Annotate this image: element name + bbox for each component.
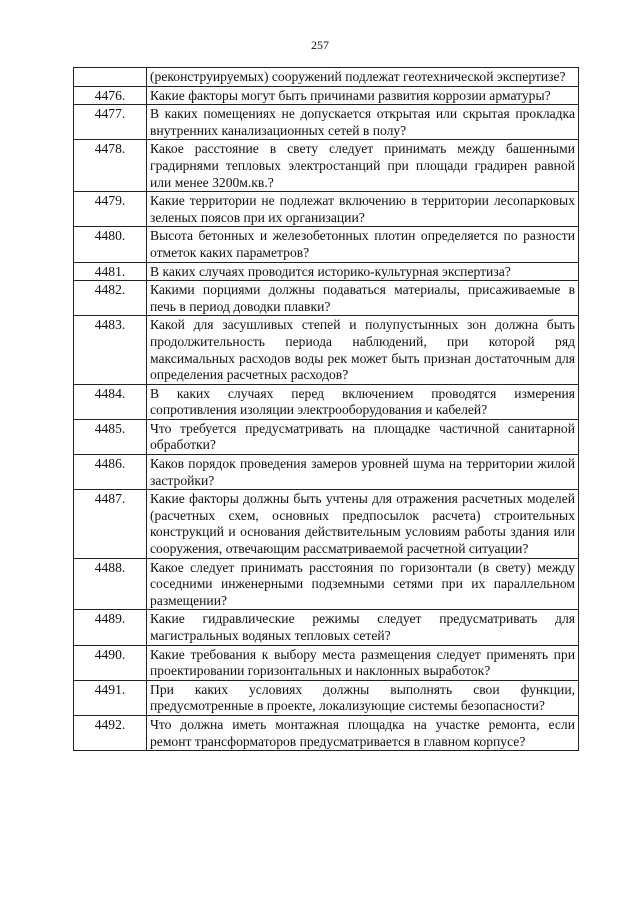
question-number: 4487.: [74, 490, 147, 558]
table-row: [74, 384, 579, 419]
question-number: 4491.: [74, 680, 147, 715]
question-text: Высота бетонных и железобетонных плотин определяется по разности отметок каких параметров?: [147, 227, 579, 262]
table-row: [74, 262, 579, 281]
question-number: 4482.: [74, 281, 147, 316]
question-number: 4485.: [74, 419, 147, 454]
question-text: Какие гидравлические режимы следует предусматривать для магистральных водяных тепловых сетей?: [147, 610, 579, 645]
table-row: [74, 419, 579, 454]
question-number: 4483.: [74, 316, 147, 384]
table-row: [74, 192, 579, 227]
table-row: [74, 140, 579, 192]
question-number: 4481.: [74, 262, 147, 281]
question-text: Какие факторы могут быть причинами развития коррозии арматуры?: [147, 86, 579, 105]
table-row: [74, 455, 579, 490]
question-number: 4492.: [74, 715, 147, 750]
question-number: [74, 68, 147, 87]
question-text: Какое следует принимать расстояния по горизонтали (в свету) между соседними инженерными подземными сетями при их параллельном размещении?: [147, 558, 579, 610]
table-row: [74, 281, 579, 316]
question-text: Что должна иметь монтажная площадка на участке ремонта, если ремонт трансформаторов предусматривается в главном корпусе?: [147, 715, 579, 750]
question-number: 4484.: [74, 384, 147, 419]
question-text: Какие территории не подлежат включению в территории лесопарковых зеленых поясов при их организации?: [147, 192, 579, 227]
question-number: 4490.: [74, 645, 147, 680]
table-row: [74, 490, 579, 558]
question-text: Какое расстояние в свету следует принимать между башенными градирнями тепловых электростанций при площади градирен равной или менее 3200м.кв.?: [147, 140, 579, 192]
question-text: Каков порядок проведения замеров уровней шума на территории жилой застройки?: [147, 455, 579, 490]
page-number: 257: [311, 38, 329, 52]
question-number: 4478.: [74, 140, 147, 192]
question-text: Какие факторы должны быть учтены для отражения расчетных моделей (расчетных схем, основных предпосылок расчета) строительных конструкций и основания действительным условиям работы здания или сооружения, отвечающим рассматриваемой расчетной ситуации?: [147, 490, 579, 558]
question-number: 4476.: [74, 86, 147, 105]
question-number: 4480.: [74, 227, 147, 262]
table-row: [74, 227, 579, 262]
table-row: [74, 86, 579, 105]
table-row: [74, 715, 579, 750]
question-text: В каких случаях перед включением проводятся измерения сопротивления изоляции электрооборудования и кабелей?: [147, 384, 579, 419]
table-row: [74, 105, 579, 140]
question-text: Какими порциями должны подаваться материалы, присаживаемые в печь в период доводки плавки?: [147, 281, 579, 316]
question-text: Какой для засушливых степей и полупустынных зон должна быть продолжительность периода наблюдений, при которой ряд максимальных расходов воды рек может быть признан достаточным для определения расчетных расходов?: [147, 316, 579, 384]
question-text: В каких случаях проводится историко-культурная экспертиза?: [147, 262, 579, 281]
question-number: 4479.: [74, 192, 147, 227]
question-text: При каких условиях должны выполнять свои функции, предусмотренные в проекте, локализующие системы безопасности?: [147, 680, 579, 715]
question-text: В каких помещениях не допускается открытая или скрытая прокладка внутренних канализационных сетей в полу?: [147, 105, 579, 140]
table-row: [74, 68, 579, 87]
table-row: [74, 558, 579, 610]
table-row: [74, 645, 579, 680]
table-row: [74, 316, 579, 384]
question-text: Что требуется предусматривать на площадке частичной санитарной обработки?: [147, 419, 579, 454]
question-number: 4477.: [74, 105, 147, 140]
question-text: (реконструируемых) сооружений подлежат геотехнической экспертизе?: [147, 68, 579, 87]
question-number: 4488.: [74, 558, 147, 610]
question-text: Какие требования к выбору места размещения следует применять при проектировании горизонтальных и наклонных выработок?: [147, 645, 579, 680]
questions-table: [73, 67, 579, 751]
questions-table-body: [74, 68, 579, 751]
question-number: 4486.: [74, 455, 147, 490]
question-number: 4489.: [74, 610, 147, 645]
table-row: [74, 610, 579, 645]
table-row: [74, 680, 579, 715]
